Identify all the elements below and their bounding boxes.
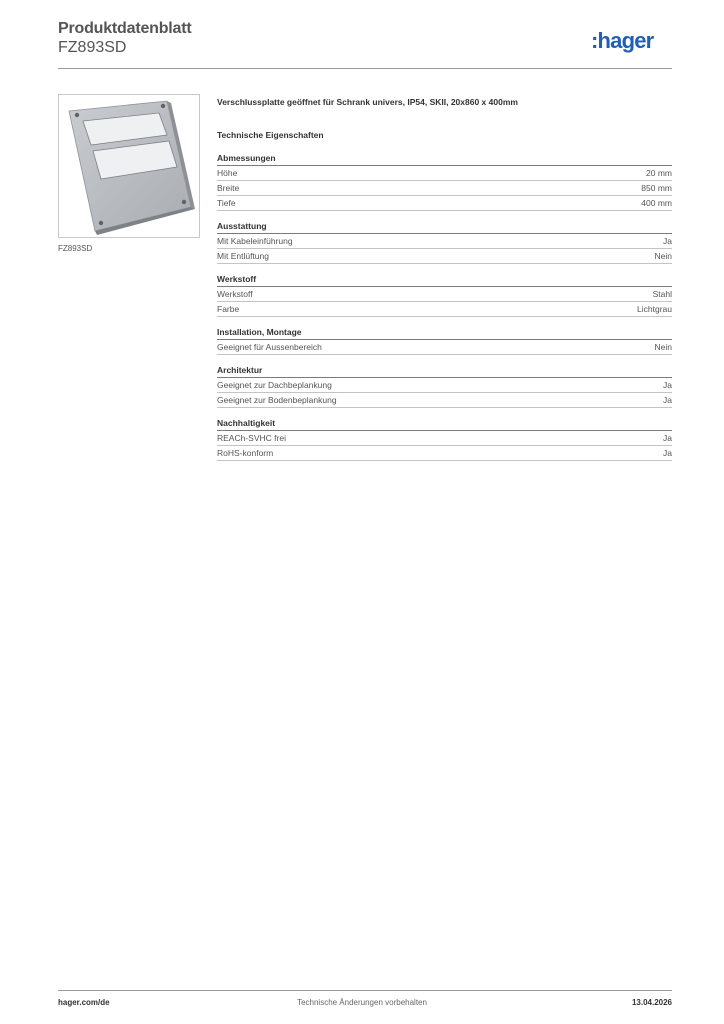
- property-row: [217, 166, 672, 181]
- section-title: Nachhaltigkeit: [217, 417, 672, 431]
- section-title: Ausstattung: [217, 220, 672, 234]
- property-label: Geeignet zur Dachbeplankung: [217, 380, 332, 390]
- property-value: Ja: [663, 433, 672, 443]
- property-value: 20 mm: [646, 168, 672, 178]
- property-row: [217, 234, 672, 249]
- property-sections: [217, 152, 672, 461]
- property-value: 400 mm: [641, 198, 672, 208]
- property-value: Ja: [663, 395, 672, 405]
- footer-website[interactable]: hager.com/de: [58, 998, 110, 1007]
- property-value: 850 mm: [641, 183, 672, 193]
- property-section: [217, 152, 672, 211]
- property-section: [217, 364, 672, 408]
- property-value: Stahl: [652, 289, 672, 299]
- property-label: Mit Kabeleinführung: [217, 236, 293, 246]
- image-caption: FZ893SD: [58, 244, 93, 253]
- property-row: [217, 302, 672, 317]
- section-title: Abmessungen: [217, 152, 672, 166]
- property-row: [217, 181, 672, 196]
- section-title: Werkstoff: [217, 273, 672, 287]
- footer-date: 13.04.2026: [631, 998, 672, 1007]
- property-label: RoHS-konform: [217, 448, 274, 458]
- closure-plate-illustration: [59, 95, 199, 237]
- header-divider: [58, 68, 672, 69]
- footer-divider: [58, 990, 672, 991]
- property-row: [217, 393, 672, 408]
- property-label: Werkstoff: [217, 289, 253, 299]
- property-row: [217, 287, 672, 302]
- property-row: [217, 446, 672, 461]
- property-value: Nein: [654, 342, 672, 352]
- product-description: Verschlussplatte geöffnet für Schrank univers, IP54, SKII, 20x860 x 400mm: [217, 97, 518, 107]
- product-image: [58, 94, 200, 238]
- property-label: Geeignet zur Bodenbeplankung: [217, 395, 337, 405]
- property-label: Breite: [217, 183, 240, 193]
- property-label: Tiefe: [217, 198, 236, 208]
- product-details: [217, 96, 672, 470]
- property-row: [217, 249, 672, 264]
- property-section: [217, 326, 672, 355]
- section-title: Installation, Montage: [217, 326, 672, 340]
- footer-note: Technische Änderungen vorbehalten: [297, 998, 427, 1007]
- property-row: [217, 378, 672, 393]
- page-title: Produktdatenblatt: [58, 20, 192, 37]
- property-label: REACh-SVHC frei: [217, 433, 286, 443]
- section-title: Architektur: [217, 364, 672, 378]
- property-section: [217, 417, 672, 461]
- property-section: [217, 273, 672, 317]
- property-value: Ja: [663, 380, 672, 390]
- hager-logo: :hager: [591, 28, 654, 53]
- property-value: Nein: [654, 251, 672, 261]
- property-value: Ja: [663, 448, 672, 458]
- property-label: Geeignet für Aussenbereich: [217, 342, 322, 352]
- property-row: [217, 340, 672, 355]
- property-label: Mit Entlüftung: [217, 251, 269, 261]
- product-code: FZ893SD: [58, 39, 127, 56]
- property-section: [217, 220, 672, 264]
- property-row: [217, 196, 672, 211]
- property-label: Farbe: [217, 304, 240, 314]
- property-row: [217, 431, 672, 446]
- technical-properties-heading: Technische Eigenschaften: [217, 130, 324, 140]
- property-label: Höhe: [217, 168, 238, 178]
- property-value: Lichtgrau: [637, 304, 672, 314]
- property-value: Ja: [663, 236, 672, 246]
